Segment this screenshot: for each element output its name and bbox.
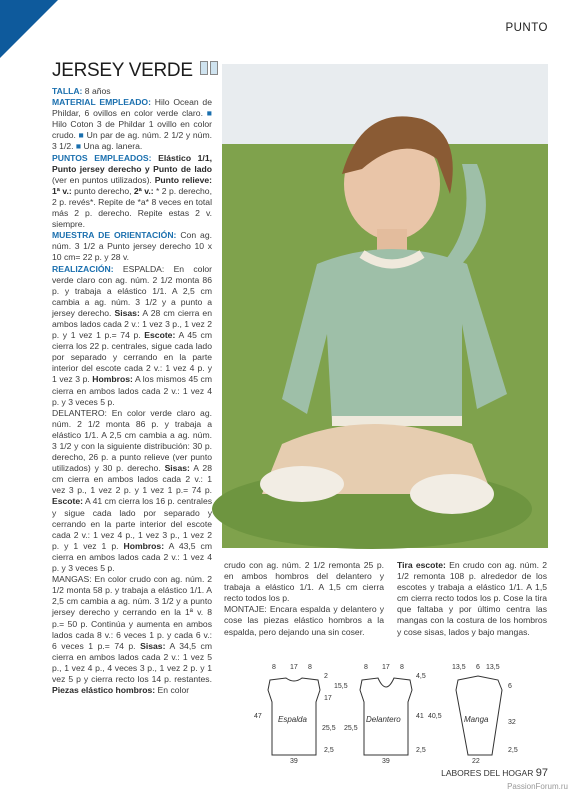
shoulder-pieces-text: crudo con ag. núm. 2 1/2 remonta 25 p. en ambos hombros del delantero y trabaja a elástico 1/1. A 1,5 cm cierra recto todos los p. (224, 560, 384, 604)
magazine-name: LABORES DEL HOGAR (441, 768, 534, 778)
back-top-3: 8 (308, 664, 312, 671)
making-label: REALIZACIÓN: (52, 263, 114, 274)
front-text-3: A 41 cm cierra los 16 p. centrales y sigue cada lado por separado y cerrando en la parte interior del escote cada 2 v.: 1 vez 4 p., 1 vez 3 p., 1 vez 2 p. y 1 vez 1 p. (52, 496, 213, 551)
armhole-label: Sisas: (114, 307, 140, 318)
back-h2: 17 (324, 695, 332, 702)
back-width: 39 (290, 758, 298, 765)
material-text-2: Hilo Coton 3 de Phildar 1 ovillo en color crudo. (52, 119, 212, 141)
front-h1: 4,5 (416, 673, 426, 680)
neckband-text: En crudo con ag. núm. 2 1/2 remonta 108 p. alrededor de los escotes y trabaja a elástico 1/1. A 1,5 cm cierra recto todos los p. Cose la tira que faltaba y por último centra las mangas con la costura de los hombros y cose sisas, lados y bajo mangas. (397, 560, 547, 637)
corner-triangle (0, 0, 58, 58)
back-label: Espalda (278, 715, 307, 724)
front-text-4: A 43,5 cm cierra en ambos lados cada 2 v.: 1 vez 4 p. y 3 veces 5 p. (52, 540, 212, 574)
assembly-text: MONTAJE: Encara espalda y delantero y cose las piezas elástico hombros a la espalda, pero dejando una sin coser. (224, 604, 384, 637)
shoulder-label: Hombros: (92, 374, 133, 385)
sleeve-top-3: 13,5 (486, 664, 500, 671)
stitches-text-3: * 2 p. derecho, 2 p. revés*. Repite de *a* 8 veces en total más 2 p. derecho. Repite estas 2 v. siempre. (52, 185, 212, 230)
front-label: Delantero (366, 715, 401, 724)
size-label: TALLA: (52, 86, 83, 96)
back-h1: 2 (324, 673, 328, 680)
pieces-text: En color (155, 685, 190, 696)
title-text: JERSEY VERDE (52, 60, 193, 81)
sleeve-h3: 2,5 (508, 747, 518, 754)
instructions-column-2 (224, 560, 384, 638)
armhole-label-3: Sisas: (140, 640, 166, 651)
back-top-2: 17 (290, 664, 298, 671)
sleeve-text: MANGAS: En color crudo con ag. núm. 2 1/2 monta 58 p. y trabaja a elástico 1/1. A 2,5 cm cambia a ag. núm. 3 1/2 y a punto jersey derecho y cerrando en la 1ª v. 8 p.= 50 p. Continúa y aumenta en ambos lados cada 8 v.: 6 veces 1 p. y cada 6 v.: 6 veces 1 p.= 74 p. (52, 574, 212, 651)
instructions-column-1 (52, 86, 212, 696)
sleeve-label: Manga (464, 715, 489, 724)
neck-label-2: Escote: (52, 496, 84, 507)
gauge-text: Con ag. núm. 3 1/2 a Punto jersey derecho 10 x 10 cm= 22 p. y 28 v. (52, 230, 212, 263)
front-text: DELANTERO: En color verde claro ag. núm. 2 1/2 monta 86 p. y trabaja a elástico 1/1. A 2,5 cm cambia a ag. núm. 3 1/2 y con la siguiente distribución: 30 p. derecho, 26 p. a punto relieve (ver punto utilizados) y 30 p. derecho. (52, 407, 212, 474)
pieces-label: Piezas elástico hombros: (52, 685, 156, 696)
sleeve-text-2: A 34,5 cm cierra en ambos lados cada 2 v.: 1 vez 5 p., 1 vez 4 p., 4 veces 3 p., 1 vez 2 p. y 1 vez 5 p y cierra recto los 14 p. restantes. (52, 640, 212, 684)
material-text: Hilo Ocean de Phildar, 6 ovillos en color verde claro. (52, 97, 212, 119)
front-h3: 41 (416, 713, 424, 720)
sleeve-h2: 32 (508, 719, 516, 726)
armhole-label-2: Sisas: (164, 463, 190, 474)
photo-illustration (222, 64, 548, 548)
sleeve-width: 22 (472, 758, 480, 765)
front-top-2: 17 (382, 664, 390, 671)
stitches-label: PUNTOS EMPLEADOS: (52, 152, 152, 163)
sleeve-top-1: 13,5 (452, 664, 466, 671)
sleeve-schematic (452, 664, 518, 765)
back-h3: 25,5 (322, 725, 336, 732)
front-h2: 40,5 (428, 713, 442, 720)
neck-label: Escote: (144, 330, 176, 341)
back-top-1: 8 (272, 664, 276, 671)
bullet-icon: ■ (78, 130, 84, 141)
front-h-left: 25,5 (344, 725, 358, 732)
front-schematic (344, 664, 442, 765)
sleeve-top-2: 6 (476, 664, 480, 671)
size-value: 8 años (82, 86, 111, 96)
front-text-2: A 28 cm cierra en ambos lados cada 2 v.: 1 vez 3 p., 1 vez 2 p. y 1 vez 1 p.= 74 p. (52, 463, 212, 496)
back-text-3: A 45 cm cierra los 22 p. centrales, sigue cada lado por separado y cerrando en la parte interior del escote cada 2 v.: 1 vez 4 p. y 1 vez 3 p. (52, 330, 212, 385)
stitches-bold-2: 2ª v.: (133, 185, 154, 196)
front-width: 39 (382, 758, 390, 765)
section-label: PUNTO (505, 22, 548, 34)
material-label: MATERIAL EMPLEADO: (52, 97, 151, 108)
gauge-label: MUESTRA DE ORIENTACIÓN: (52, 230, 177, 241)
front-top-3: 8 (400, 664, 404, 671)
material-text-4: Una ag. lanera. (81, 141, 143, 152)
photo-child-green-sweater (222, 64, 548, 548)
neckband-label: Tira escote: (397, 560, 446, 570)
stitches-note: (ver en puntos utilizados). (52, 174, 155, 185)
page-title (52, 60, 218, 82)
back-text: ESPALDA: En color verde claro con ag. núm. 2 1/2 monta 86 p. y trabaja a elástico 1/1. A 2,5 cm cambia a ag. núm. 3 1/2 y a punto a jersey derecho. (52, 263, 212, 318)
back-h-small: 15,5 (334, 683, 348, 690)
back-text-4: A los mismos 45 cm cierra en ambos lados cada 2 v.: 1 vez 4 p. y 3 veces 5 p. (52, 374, 213, 407)
sleeve-h1: 6 (508, 683, 512, 690)
stitches-text-2: punto derecho, (71, 185, 134, 196)
stitches-bold: Punto relieve: 1ª v.: (52, 174, 212, 196)
page-number: 97 (535, 767, 548, 779)
back-schematic (254, 664, 348, 765)
back-h4: 2,5 (324, 747, 334, 754)
front-h4: 2,5 (416, 747, 426, 754)
material-text-3: Un par de ag. núm. 2 1/2 y núm. 3 1/2. (52, 130, 212, 152)
yarn-icon-2 (210, 61, 218, 75)
watermark: PassionForum.ru (507, 782, 568, 791)
shoulder-label-2: Hombros: (123, 540, 165, 551)
stitches-text: Elástico 1/1, Punto jersey derecho y Punto de lado (52, 152, 212, 174)
back-height: 47 (254, 713, 262, 720)
bullet-icon: ■ (206, 108, 212, 119)
back-text-2: A 28 cm cierra en ambos lados cada 2 v.: 1 vez 3 p., 1 vez 2 p. y 1 vez 1 p.= 74 p. (52, 307, 212, 341)
yarn-icon (200, 61, 208, 75)
pattern-schematic (250, 660, 550, 765)
instructions-column-3 (397, 560, 547, 638)
bullet-icon: ■ (75, 141, 82, 152)
front-top-1: 8 (364, 664, 368, 671)
page-footer (441, 767, 548, 779)
